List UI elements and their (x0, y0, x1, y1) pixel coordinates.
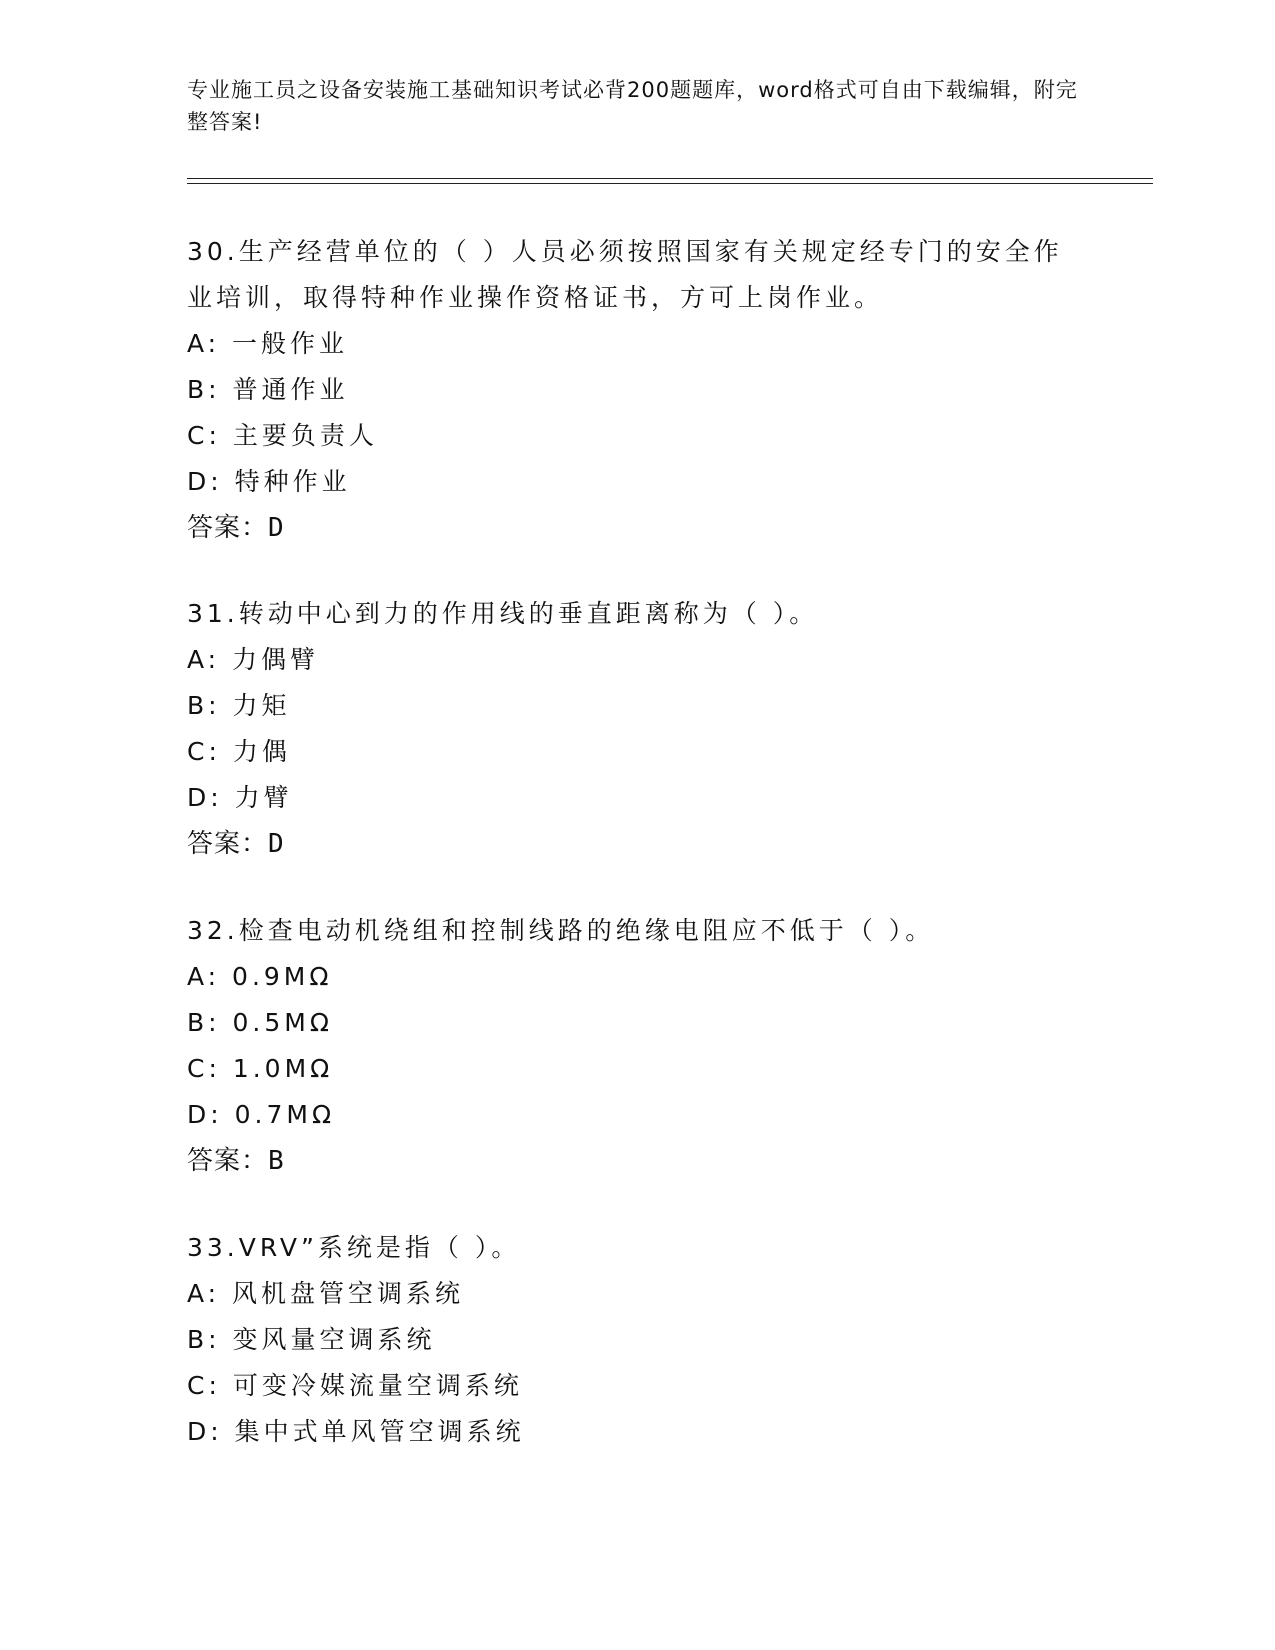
question-stem: 32.检查电动机绕组和控制线路的绝缘电阻应不低于（ ）。 (187, 916, 935, 945)
option-a: A: 0.9MΩ (187, 962, 333, 991)
answer-line (187, 821, 1067, 867)
answer-value: B (268, 1146, 285, 1176)
answer-value: D (268, 829, 285, 859)
question-31 (187, 591, 1067, 867)
document-header: 专业施工员之设备安装施工基础知识考试必背200题题库，word格式可自由下载编辑，附完整答案! (187, 78, 1078, 134)
option-d: D: 特种作业 (187, 467, 351, 496)
option-c: C: 可变冷媒流量空调系统 (187, 1371, 523, 1400)
answer-value: D (268, 513, 285, 543)
option-c: C: 1.0MΩ (187, 1054, 334, 1083)
option-c: C: 主要负责人 (187, 421, 378, 450)
option-b: B: 0.5MΩ (187, 1008, 333, 1037)
option-b: B: 变风量空调系统 (187, 1325, 436, 1354)
option-a: A: 力偶臂 (187, 645, 320, 674)
option-a: A: 一般作业 (187, 329, 349, 358)
header-divider-top (187, 178, 1153, 179)
question-stem: 33.VRV”系统是指（ ）。 (187, 1233, 521, 1262)
answer-label: 答案： (187, 513, 269, 543)
option-c: C: 力偶 (187, 737, 291, 766)
option-a: A: 风机盘管空调系统 (187, 1279, 465, 1308)
option-d: D: 集中式单风管空调系统 (187, 1417, 525, 1446)
option-b: B: 力矩 (187, 691, 291, 720)
answer-line (187, 505, 1067, 551)
answer-label: 答案： (187, 829, 269, 859)
question-stem: 30.生产经营单位的（ ）人员必须按照国家有关规定经专门的安全作业培训，取得特种作业操作资格证书，方可上岗作业。 (187, 237, 1063, 312)
option-d: D: 0.7MΩ (187, 1100, 336, 1129)
question-33 (187, 1225, 1067, 1455)
question-stem: 31.转动中心到力的作用线的垂直距离称为（ ）。 (187, 599, 819, 628)
header-divider-bottom (187, 183, 1153, 184)
question-32 (187, 908, 1067, 1184)
answer-line (187, 1138, 1067, 1184)
option-b: B: 普通作业 (187, 375, 349, 404)
answer-label: 答案： (187, 1146, 269, 1176)
question-30 (187, 229, 1067, 551)
option-d: D: 力臂 (187, 783, 293, 812)
